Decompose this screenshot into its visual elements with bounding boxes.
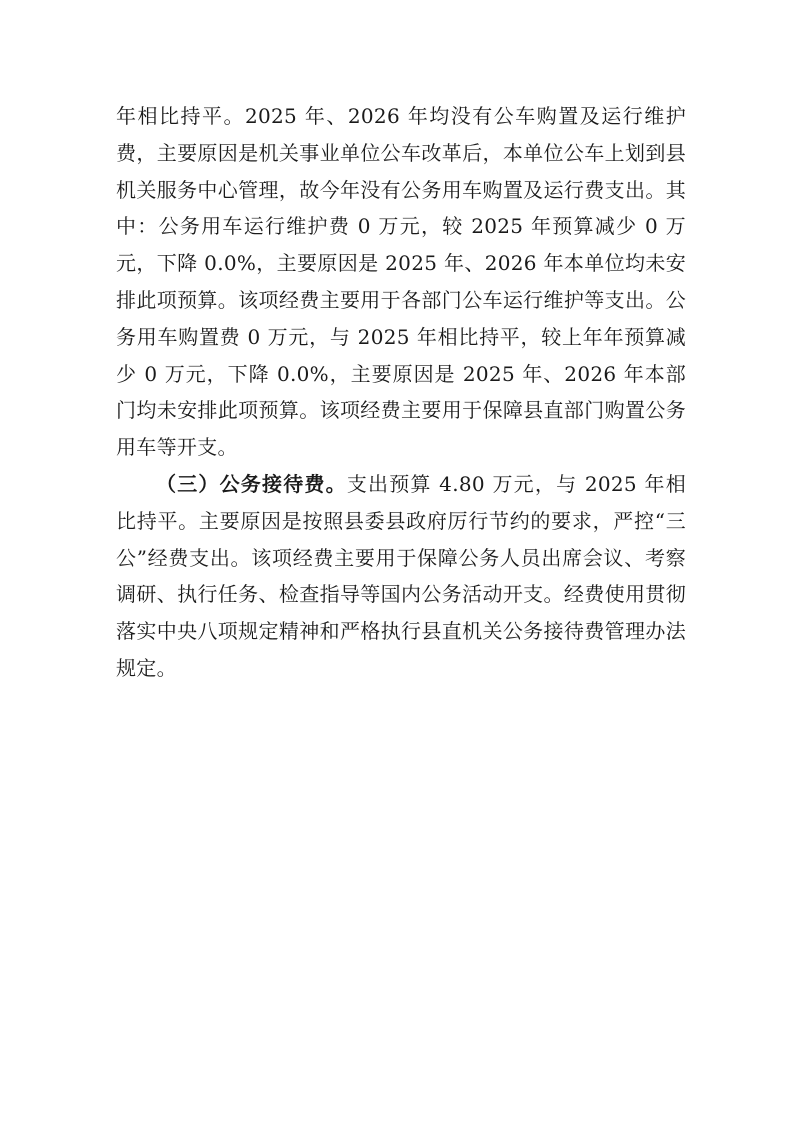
paragraph-vehicle-expenses xyxy=(116,98,686,466)
paragraph-reception-expenses xyxy=(116,466,686,687)
section-heading: （三）公务接待费。 xyxy=(156,471,347,496)
paragraph-text: 年相比持平。2025 年、2026 年均没有公车购置及运行维护费，主要原因是机关事业单位公车改革后，本单位公车上划到县机关服务中心管理，故今年没有公务用车购置及运行费支出。其中：公务用车运行维护费 0 万元，较 2025 年预算减少 0 万元，下降 0.0%，主要原因是 2025 年、2026 年本单位均未安排此项预算。该项经费主要用于各部门公车运行维护等支出。公务用车购置费 0 万元，与 2025 年相比持平，较上年年预算减少 0 万元，下降 0.0%，主要原因是 2025 年、2026 年本部门均未安排此项预算。该项经费主要用于保障县直部门购置公务用车等开支。 xyxy=(116,104,686,460)
body-text xyxy=(116,98,686,687)
paragraph-text: 支出预算 4.80 万元，与 2025 年相比持平。主要原因是按照县委县政府厉行节约的要求，严控“三公”经费支出。该项经费主要用于保障公务人员出席会议、考察调研、执行任务、检查指导等国内公务活动开支。经费使用贯彻落实中央八项规定精神和严格执行县直机关公务接待费管理办法规定。 xyxy=(116,471,686,680)
